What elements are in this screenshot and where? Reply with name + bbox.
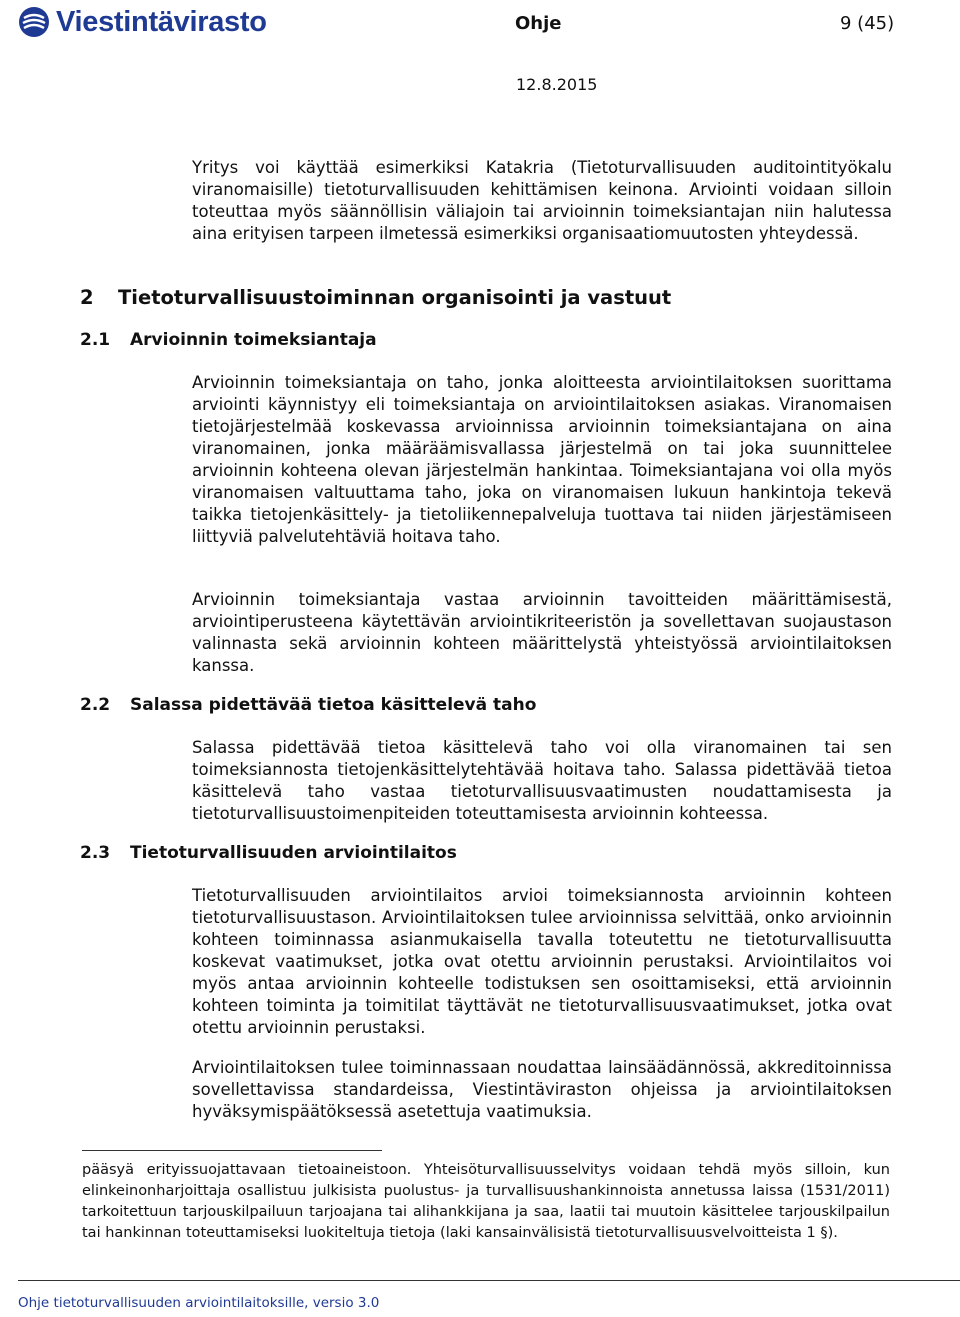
viestintavirasto-logo-icon	[18, 6, 50, 38]
subsection-number: 2.1	[80, 330, 111, 350]
document-type: Ohje	[515, 13, 562, 34]
subsection-title: Arvioinnin toimeksiantaja	[130, 330, 377, 350]
section-title: Tietoturvallisuustoiminnan organisointi ja vastuut	[118, 286, 672, 309]
section-number: 2	[80, 286, 94, 309]
paragraph-2-1-a: Arvioinnin toimeksiantaja on taho, jonka aloitteesta arviointilaitoksen suorittama arviointi käynnistyy eli toimeksiantaja on arviointilaitoksen asiakas. Viranomaisen tietojärjestelmää koskevassa arvioinnissa arvioinnin toimeksiantajana on aina viranomainen, jonka määräämisvallassa järjestelmä on tai joka suunnittelee arvioinnin kohteena olevan järjestelmän hankintaa. Toimeksiantajana voi olla myös viranomaisen valtuuttama taho, joka on viranomaisen lukuun hankintoja tekevä taikka tietojenkäsittely- ja tietoliikennepalveluja tuottava tai niiden järjestämiseen liittyviä palvelutehtäviä hoitava taho.	[192, 373, 892, 546]
subsection-number: 2.3	[80, 843, 111, 863]
footer-divider	[18, 1280, 960, 1281]
footer-text: Ohje tietoturvallisuuden arviointilaitoksille, versio 3.0	[18, 1295, 380, 1311]
subsection-title: Tietoturvallisuuden arviointilaitos	[130, 843, 457, 863]
page-number: 9 (45)	[840, 13, 895, 34]
footnote-divider	[82, 1150, 382, 1151]
paragraph-2-2: Salassa pidettävää tietoa käsittelevä taho voi olla viranomainen tai sen toimeksiannosta tietojenkäsittelytehtävää hoitava taho. Salassa pidettävää tietoa käsittelevä taho vastaa tietoturvallisuusvaatimusten noudattamisesta ja tietoturvallisuustoimenpiteiden toteuttamisesta arvioinnin kohteessa.	[192, 738, 892, 823]
paragraph-2-3-a: Tietoturvallisuuden arviointilaitos arvioi toimeksiannosta arvioinnin kohteen tietoturvallisuustason. Arviointilaitoksen tulee arvioinnissa selvittää, onko arvioinnin kohteen toiminnassa asianmukaisella tavalla toteutettu ne tietoturvallisuutta koskevat vaatimukset, jotka ovat otettu arvioinnin perustaksi. Arviointilaitos voi myös antaa arvioinnin kohteelle todistuksen sen osoittamiseksi, että arvioinnin kohteen toiminta ja toimitilat täyttävät ne tietoturvallisuusvaatimukset, jotka ovat otettu arvioinnin perustaksi.	[192, 886, 892, 1037]
intro-paragraph: Yritys voi käyttää esimerkiksi Katakria (Tietoturvallisuuden auditointityökalu viranomaisille) tietoturvallisuuden kehittämisen keinona. Arviointi voidaan silloin toteuttaa myös säännöllisin väliajoin tai arvioinnin toimeksiantajan niin halutessa aina erityisen tarpeen ilmetessä esimerkiksi organisaatiomuutosten yhteydessä.	[192, 158, 892, 243]
subsection-heading-2-3	[80, 843, 457, 863]
footnote: pääsyä erityissuojattavaan tietoaineistoon. Yhteisöturvallisuusselvitys voidaan tehdä myös silloin, kun elinkeinonharjoittaja osallistuu julkisista puolustus- ja turvallisuushankinnoista annetussa laissa (1531/2011) tarkoitettuun tarjouskilpailuun tarjoajana tai alihankkijana ja saa, laatii tai muutoin käsittelee tarjouskilpailun tai hankinnan toteuttamiseksi luokiteltuja tietoja (laki kansainvälisistä tietoturvallisuusvelvoitteista 1 §).	[82, 1162, 890, 1241]
subsection-number: 2.2	[80, 695, 111, 715]
section-heading-2	[80, 286, 671, 309]
subsection-title: Salassa pidettävää tietoa käsittelevä taho	[130, 695, 537, 715]
subsection-heading-2-1	[80, 330, 377, 350]
subsection-heading-2-2	[80, 695, 536, 715]
document-date: 12.8.2015	[516, 75, 598, 94]
paragraph-2-1-b: Arvioinnin toimeksiantaja vastaa arvioinnin tavoitteiden määrittämisestä, arviointiperusteena käytettävän arviointikriteeristön ja sovellettavan suojaustason valinnasta sekä arvioinnin kohteen määrittelystä yhteistyössä arviointilaitoksen kanssa.	[192, 590, 892, 675]
paragraph-2-3-b: Arviointilaitoksen tulee toiminnassaan noudattaa lainsäädännössä, akkreditoinnissa sovellettavissa standardeissa, Viestintäviraston ohjeissa ja arviointilaitoksen hyväksymispäätöksessä asetettuja vaatimuksia.	[192, 1058, 892, 1121]
logo-text: Viestintävirasto	[56, 5, 267, 38]
logo	[18, 4, 267, 40]
